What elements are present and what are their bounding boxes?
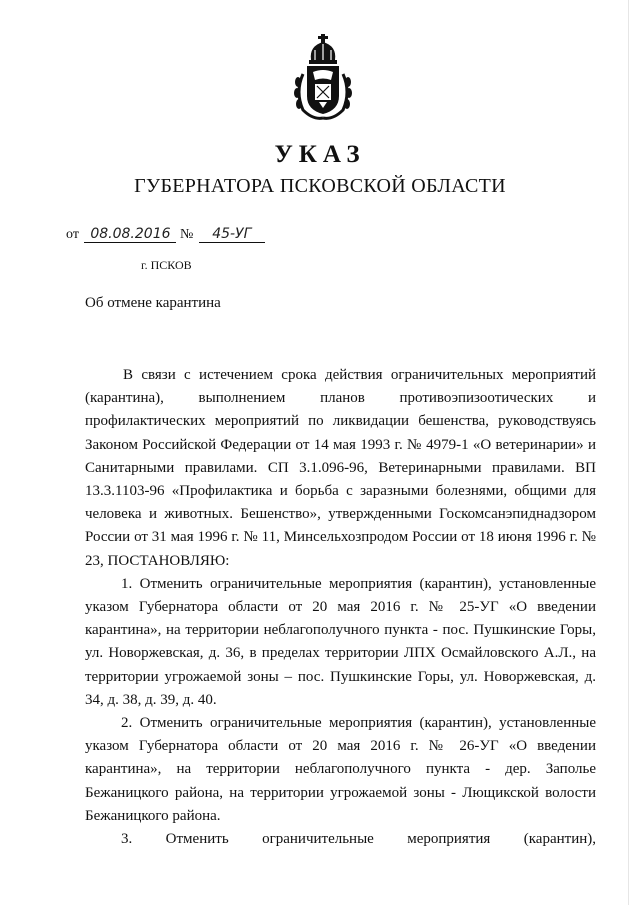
item-2-paragraph: 2. Отменить ограничительные мероприятия (карантин), установленные указом Губернатора области от 20 мая 2016 г. № 26-УГ «О введении карантина», на территории неблагополучного пункта - дер. Заполье Бежаницкого района, на территории угрожаемой зоны - Лющикской волости Бежаницкого района. [85,715,596,824]
scan-edge-line [628,0,629,905]
document-title: УКАЗ [274,141,366,168]
document-subtitle: ГУБЕРНАТОРА ПСКОВСКОЙ ОБЛАСТИ [134,175,506,197]
decree-subject: Об отмене карантина [85,295,221,311]
date-handwritten: 08.08.2016 [84,226,176,243]
date-prefix: от [66,227,79,242]
item-1-paragraph: 1. Отменить ограничительные мероприятия (карантин), установленные указом Губернатора области от 20 мая 2016 г. № 25-УГ «О введении карантина», на территории неблагополучного пункта - пос. Пушкинские Горы, ул. Новоржевская, д. 36, в пределах территории ЛПХ Осмайловского А.Л., на территории угрожаемой зоны – пос. Пушкинские Горы, ул. Новоржевская, д. 34, д. 38, д. 39, д. 40. [85,575,596,708]
pskov-oblast-coat-of-arms-icon [289,30,357,122]
item-3-paragraph: 3. Отменить ограничительные мероприятия (карантин), [121,831,596,848]
number-handwritten: 45-УГ [199,226,265,243]
number-prefix: № [179,227,194,242]
city-label: г. ПСКОВ [141,258,192,272]
intro-paragraph: В связи с истечением срока действия ограничительных мероприятий (карантина), выполнением планов противоэпизоотических и профилактических мероприятий по ликвидации бешенства, руководствуясь Законом Российской Федерации от 14 мая 1993 г. № 4979-1 «О ветеринарии» и Санитарными правилами. СП 3.1.096-96, Ветеринарными правилами. ВП 13.3.1103-96 «Профилактика и борьба с заразными болезнями, общими для человека и животных. Бешенство», утвержденными Госкомсанэпиднадзором России от 31 мая 1996 г. № 11, Минсельхозпродом России от 18 июня 1996 г. № 23, ПОСТАНОВЛЯЮ: [85,367,596,569]
date-number-line [66,226,265,243]
decree-body [85,364,596,851]
